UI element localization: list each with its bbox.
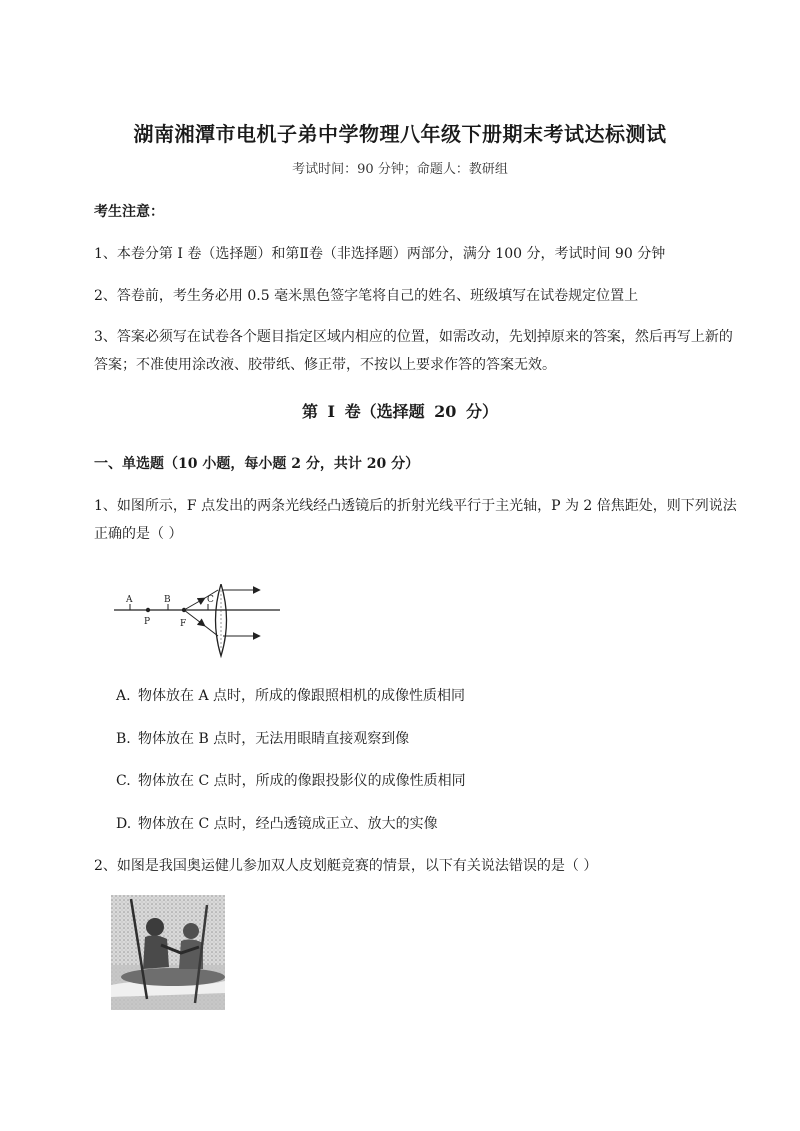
option-text: 物体放在 B 点时，无法用眼睛直接观察到像: [138, 731, 410, 747]
option-label: A.: [116, 688, 131, 704]
kayak-race-photo: [111, 895, 225, 1010]
notice-item-3: 3、答案必须写在试卷各个题目指定区域内相应的位置，如需改动，先划掉原来的答案，然后再写上新的答案；不准使用涂改液、胶带纸、修正带，不按以上要求作答的答案无效。: [94, 329, 733, 373]
label-b: B: [164, 595, 171, 605]
athlete-1-body: [143, 935, 169, 969]
question-1-option-c[interactable]: [116, 769, 466, 793]
question-1-option-a[interactable]: [116, 684, 465, 708]
option-label: D.: [116, 816, 132, 832]
option-label: C.: [116, 773, 131, 789]
option-text: 物体放在 C 点时，所成的像跟投影仪的成像性质相同: [138, 773, 466, 789]
part-heading: 一、单选题（10 小题，每小题 2 分，共计 20 分）: [94, 456, 420, 472]
label-f: F: [180, 619, 187, 629]
ray-up-in: [184, 598, 205, 610]
ray-down-in: [184, 610, 205, 626]
convex-lens-diagram: [108, 584, 286, 660]
notice-item-2: 2、答卷前，考生务必用 0.5 毫米黑色签字笔将自己的姓名、班级填写在试卷规定位置上: [94, 288, 639, 304]
point-p: [146, 608, 150, 612]
kayak: [121, 968, 225, 986]
option-text: 物体放在 C 点时，经凸透镜成正立、放大的实像: [138, 816, 438, 832]
notice-heading: 考生注意：: [94, 204, 164, 220]
document-subtitle: 考试时间：90 分钟；命题人：教研组: [292, 162, 508, 177]
option-text: 物体放在 A 点时，所成的像跟照相机的成像性质相同: [138, 688, 466, 704]
document-title: 湖南湘潭市电机子弟中学物理八年级下册期末考试达标测试: [133, 122, 667, 146]
athlete-2-head: [183, 923, 199, 939]
option-label: B.: [116, 731, 131, 747]
label-p: P: [144, 617, 151, 627]
athlete-1-head: [146, 918, 164, 936]
question-1-option-d[interactable]: [116, 812, 438, 836]
section-title: 第 I 卷（选择题 20 分）: [301, 402, 499, 421]
question-2-stem: 2、如图是我国奥运健儿参加双人皮划艇竞赛的情景，以下有关说法错误的是（ ）: [94, 858, 598, 874]
label-c: C: [207, 595, 214, 605]
question-1-stem: 1、如图所示，F 点发出的两条光线经凸透镜后的折射光线平行于主光轴，P 为 2 倍焦距处，则下列说法正确的是（ ）: [94, 498, 737, 542]
notice-item-1: 1、本卷分第 I 卷（选择题）和第Ⅱ卷（非选择题）两部分，满分 100 分，考试时间 90 分钟: [94, 246, 666, 262]
question-1-option-b[interactable]: [116, 727, 409, 751]
label-a: A: [126, 595, 133, 605]
